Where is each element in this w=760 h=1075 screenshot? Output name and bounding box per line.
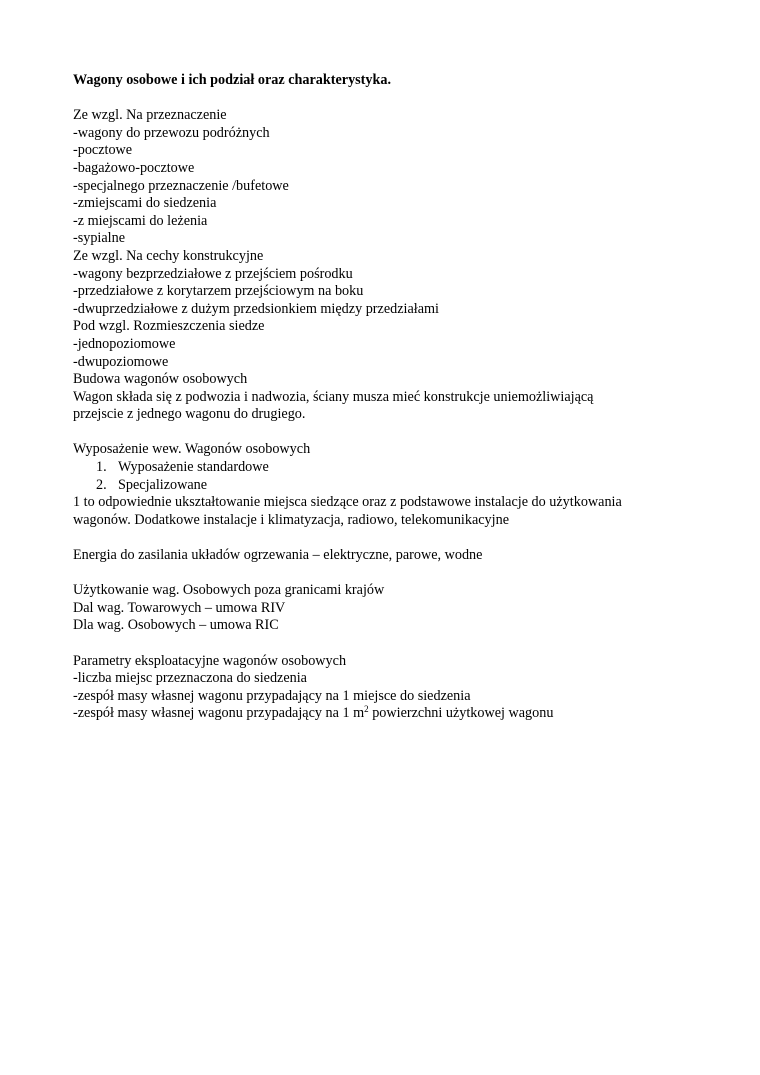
document-title: Wagony osobowe i ich podział oraz charakterystyka.	[73, 72, 392, 88]
spacer	[73, 90, 713, 108]
numbered-item-number: 1.	[96, 459, 107, 476]
seating-heading: Pod wzgl. Rozmieszczenia siedze	[73, 318, 265, 335]
usage-text: Dal wag. Towarowych – umowa RIV	[73, 599, 286, 616]
energy-text: Energia do zasilania układów ogrzewania – elektryczne, parowe, wodne	[73, 547, 483, 564]
parameters-item-text: -zespół masy własnej wagonu przypadający na 1 m	[73, 705, 365, 722]
structure-heading: Budowa wagonów osobowych	[73, 371, 248, 388]
spacer	[73, 424, 713, 442]
superscript: 2	[364, 704, 369, 715]
construction-item: -wagony bezprzedziałowe z przejściem pośrodku	[73, 265, 353, 282]
seating-item: -dwupoziomowe	[73, 353, 169, 370]
parameters-heading: Parametry eksploatacyjne wagonów osobowych	[73, 652, 347, 669]
construction-item: -dwuprzedziałowe z dużym przedsionkiem między przedziałami	[73, 300, 439, 317]
usage-text: Użytkowanie wag. Osobowych poza granicami krajów	[73, 582, 385, 599]
purpose-item: -sypialne	[73, 230, 126, 247]
document-page	[73, 72, 713, 723]
usage-text: Dla wag. Osobowych – umowa RIC	[73, 617, 279, 634]
purpose-item: -z miejscami do leżenia	[73, 212, 208, 229]
numbered-item-text: Wyposażenie standardowe	[118, 459, 269, 476]
numbered-item-number: 2.	[96, 476, 107, 493]
construction-heading: Ze wzgl. Na cechy konstrukcyjne	[73, 247, 264, 264]
purpose-item: -zmiejscami do siedzenia	[73, 195, 217, 212]
spacer	[73, 529, 713, 547]
parameters-item-text: powierzchni użytkowej wagonu	[368, 705, 554, 722]
purpose-item: -specjalnego przeznaczenie /bufetowe	[73, 177, 289, 194]
numbered-item-text: Specjalizowane	[118, 476, 208, 493]
purpose-item: -pocztowe	[73, 142, 133, 159]
parameters-item: -zespół masy własnej wagonu przypadający na 1 miejsce do siedzenia	[73, 687, 471, 704]
numbered-item	[73, 477, 713, 495]
equipment-heading: Wyposażenie wew. Wagonów osobowych	[73, 441, 311, 458]
seating-item: -jednopoziomowe	[73, 335, 176, 352]
structure-text: przejscie z jednego wagonu do drugiego.	[73, 406, 306, 423]
spacer	[73, 635, 713, 653]
parameters-item	[73, 705, 713, 723]
structure-text: Wagon składa się z podwozia i nadwozia, ściany musza mieć konstrukcje uniemożliwiającą	[73, 388, 594, 405]
numbered-item	[73, 459, 713, 477]
purpose-item: -bagażowo-pocztowe	[73, 159, 195, 176]
construction-item: -przedziałowe z korytarzem przejściowym na boku	[73, 283, 364, 300]
spacer	[73, 565, 713, 583]
parameters-item: -liczba miejsc przeznaczona do siedzenia	[73, 670, 307, 687]
purpose-item: -wagony do przewozu podróżnych	[73, 124, 270, 141]
equipment-text: 1 to odpowiednie ukształtowanie miejsca siedzące oraz z podstawowe instalacje do użytkowania	[73, 494, 622, 511]
purpose-heading: Ze wzgl. Na przeznaczenie	[73, 107, 227, 124]
equipment-text: wagonów. Dodatkowe instalacje i klimatyzacja, radiowo, telekomunikacyjne	[73, 511, 509, 528]
